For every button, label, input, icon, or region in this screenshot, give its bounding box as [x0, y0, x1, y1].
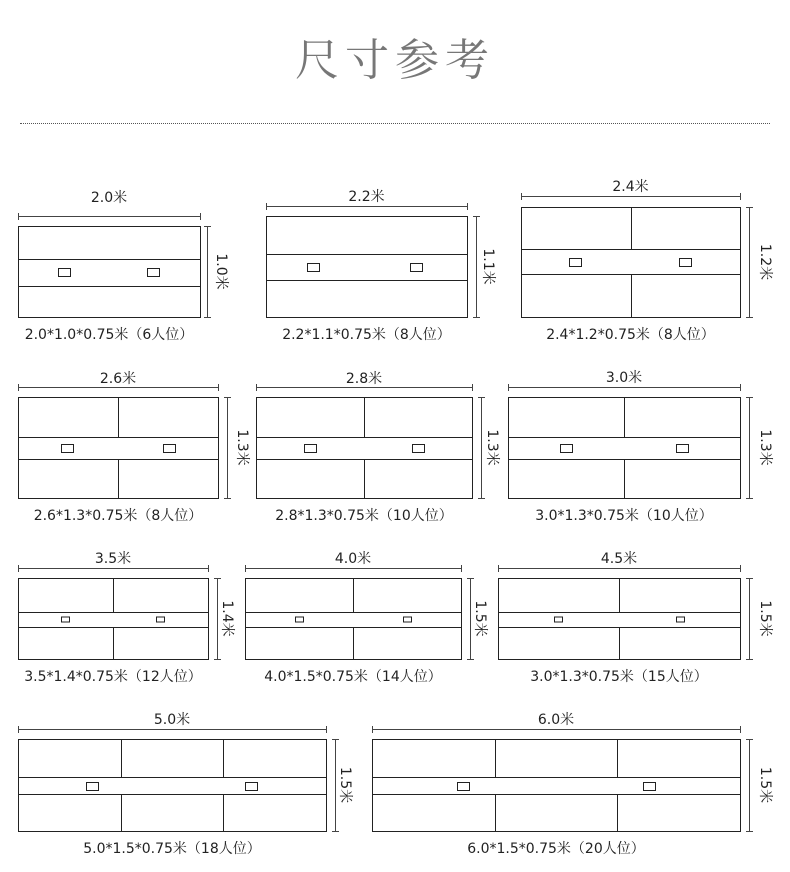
depth-label: 1.3米	[757, 429, 773, 466]
place-marker	[680, 259, 692, 267]
place-marker	[305, 445, 317, 453]
place-marker	[570, 259, 582, 267]
table-outline	[267, 217, 468, 318]
table-caption: 5.0*1.5*0.75米（18人位）	[83, 841, 261, 857]
width-label: 2.6米	[99, 371, 137, 387]
place-marker	[404, 617, 412, 622]
place-marker	[561, 445, 573, 453]
table-caption: 3.0*1.3*0.75米（15人位）	[530, 669, 708, 685]
place-marker	[87, 783, 99, 791]
width-label: 3.5米	[94, 551, 132, 567]
width-label: 2.8米	[345, 371, 383, 387]
depth-label: 1.5米	[757, 600, 773, 637]
depth-label: 1.3米	[234, 429, 250, 466]
depth-label: 1.5米	[757, 766, 773, 804]
place-marker	[555, 617, 563, 622]
place-marker	[164, 445, 176, 453]
place-marker	[677, 617, 685, 622]
place-marker	[296, 617, 304, 622]
place-marker	[157, 617, 165, 622]
place-marker	[413, 445, 425, 453]
width-label: 2.4米	[612, 179, 649, 195]
table-caption: 2.4*1.2*0.75米（8人位）	[546, 327, 715, 343]
place-marker	[411, 264, 423, 272]
depth-label: 1.2米	[757, 243, 773, 281]
width-label: 2.2米	[348, 189, 385, 205]
width-label: 5.0米	[153, 712, 191, 728]
table-caption: 3.0*1.3*0.75米（10人位）	[535, 508, 713, 524]
depth-label: 1.3米	[484, 429, 500, 466]
width-label: 4.5米	[600, 551, 638, 567]
table-outline	[19, 740, 327, 832]
place-marker	[458, 783, 470, 791]
depth-label: 1.5米	[337, 766, 353, 804]
width-label: 6.0米	[537, 712, 575, 728]
depth-label: 1.5米	[472, 600, 488, 637]
depth-label: 1.0米	[213, 253, 229, 290]
place-marker	[62, 617, 70, 622]
width-label: 4.0米	[334, 551, 372, 567]
width-label: 3.0米	[605, 370, 643, 386]
table-caption: 2.0*1.0*0.75米（6人位）	[24, 327, 194, 343]
depth-label: 1.4米	[219, 600, 235, 637]
place-marker	[677, 445, 689, 453]
place-marker	[246, 783, 258, 791]
table-caption: 4.0*1.5*0.75米（14人位）	[264, 669, 442, 685]
table-outline	[19, 227, 201, 318]
table-caption: 6.0*1.5*0.75米（20人位）	[467, 841, 645, 857]
table-caption: 2.6*1.3*0.75米（8人位）	[33, 508, 203, 524]
table-caption: 3.5*1.4*0.75米（12人位）	[24, 669, 202, 685]
place-marker	[62, 445, 74, 453]
place-marker	[59, 269, 71, 277]
table-outline	[373, 740, 741, 832]
table-caption: 2.2*1.1*0.75米（8人位）	[282, 327, 451, 343]
table-caption: 2.8*1.3*0.75米（10人位）	[275, 508, 453, 524]
place-marker	[148, 269, 160, 277]
place-marker	[308, 264, 320, 272]
depth-label: 1.1米	[480, 248, 496, 285]
place-marker	[644, 783, 656, 791]
page-title: 尺寸参考	[295, 35, 495, 86]
width-label: 2.0米	[90, 190, 128, 206]
